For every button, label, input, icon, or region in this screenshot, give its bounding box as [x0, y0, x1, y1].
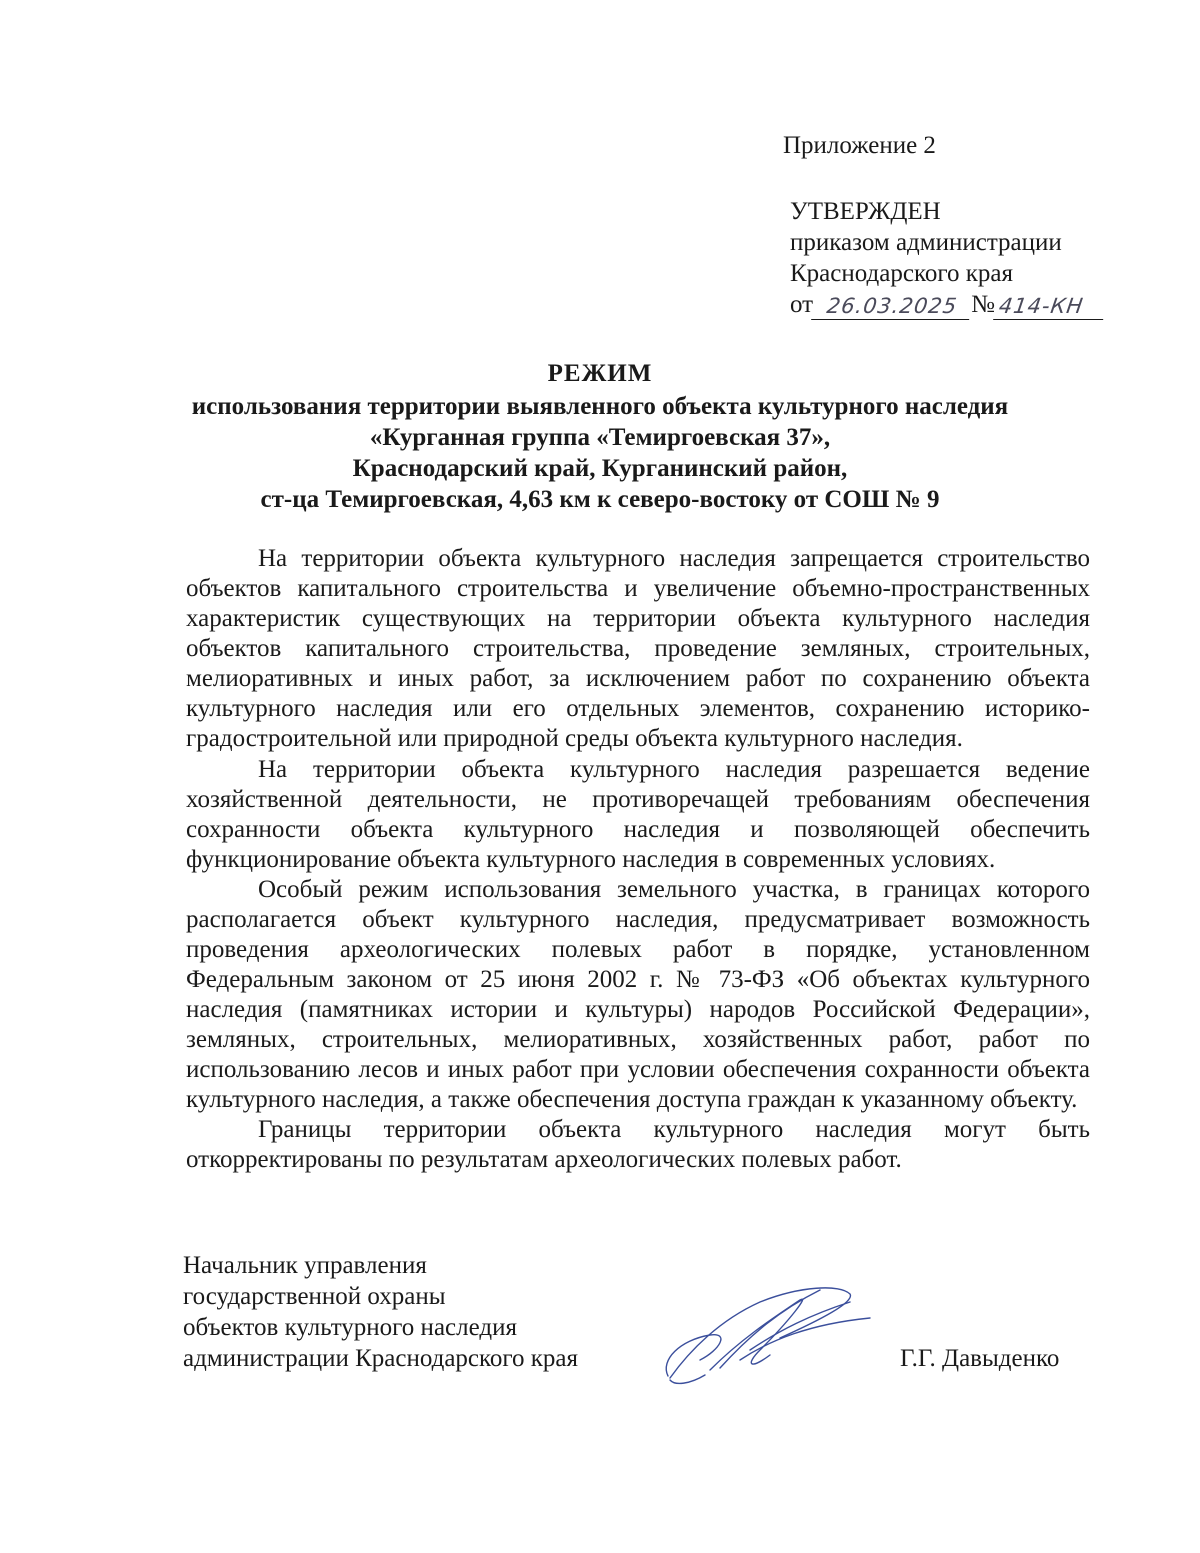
- appendix-label: Приложение 2: [783, 132, 936, 159]
- title-line-4: ст-ца Темиргоевская, 4,63 км к северо-востоку от СОШ № 9: [260, 486, 940, 513]
- paragraph-prohibitions: На территории объекта культурного наследия запрещается строительство объектов капитального строительства и увеличение объемно-пространственных характеристик существующих на территории объекта культурного наследия объектов капитального строительства, проведение земляных, строительных, мелиоративных и иных работ, за исключением работ по сохранению объекта культурного наследия или его отдельных элементов, сохранению историко-градостроительной или природной среды объекта культурного наследия.: [186, 545, 1090, 752]
- signatory-line-4: администрации Краснодарского края: [183, 1345, 579, 1372]
- approval-block: [790, 196, 1170, 320]
- handwritten-order-number: 414-КН: [993, 293, 1107, 320]
- date-prefix: от: [790, 291, 814, 318]
- signatory-line-2: государственной охраны: [183, 1283, 446, 1310]
- signatory-name: Г.Г. Давыденко: [900, 1345, 1060, 1372]
- approved-line-1: приказом администрации: [790, 229, 1062, 256]
- number-prefix: №: [971, 291, 995, 318]
- paragraph-special-regime: Особый режим использования земельного участка, в границах которого располагается объект культурного наследия, предусматривает возможность проведения археологических полевых работ в порядке, установленном Федеральным законом от 25 июня 2002 г. № 73-ФЗ «Об объектах культурного наследия (памятниках истории и культуры) народов Российской Федерации», земляных, строительных, мелиоративных, хозяйственных работ, работ по использованию лесов и иных работ при условии обеспечения сохранности объекта культурного наследия, а также обеспечения доступа граждан к указанному объекту.: [186, 876, 1090, 1113]
- document-title-block: [140, 358, 1060, 515]
- handwritten-date: 26.03.2025: [811, 293, 973, 320]
- approved-heading: УТВЕРЖДЕН: [790, 198, 941, 225]
- title-line-2: «Курганная группа «Темиргоевская 37»,: [369, 424, 831, 451]
- approved-line-2: Краснодарского края: [790, 260, 1013, 287]
- signatory-position: [183, 1250, 578, 1374]
- signatory-line-3: объектов культурного наследия: [183, 1314, 517, 1341]
- signatory-line-1: Начальник управления: [183, 1252, 427, 1279]
- paragraph-boundaries: Границы территории объекта культурного наследия могут быть откорректированы по результатам археологических полевых работ.: [186, 1116, 1090, 1173]
- paragraph-permitted-activity: На территории объекта культурного наследия разрешается ведение хозяйственной деятельности, не противоречащей требованиям обеспечения сохранности объекта культурного наследия и позволяющей обеспечить функционирование объекта культурного наследия в современных условиях.: [186, 756, 1090, 873]
- order-date-number-line: [790, 289, 1170, 320]
- document-body: [186, 544, 1090, 1175]
- title-line-3: Краснодарский край, Курганинский район,: [352, 455, 848, 482]
- document-title: РЕЖИМ: [547, 360, 653, 387]
- title-line-1: использования территории выявленного объекта культурного наследия: [191, 393, 1009, 420]
- handwritten-signature: [650, 1280, 880, 1390]
